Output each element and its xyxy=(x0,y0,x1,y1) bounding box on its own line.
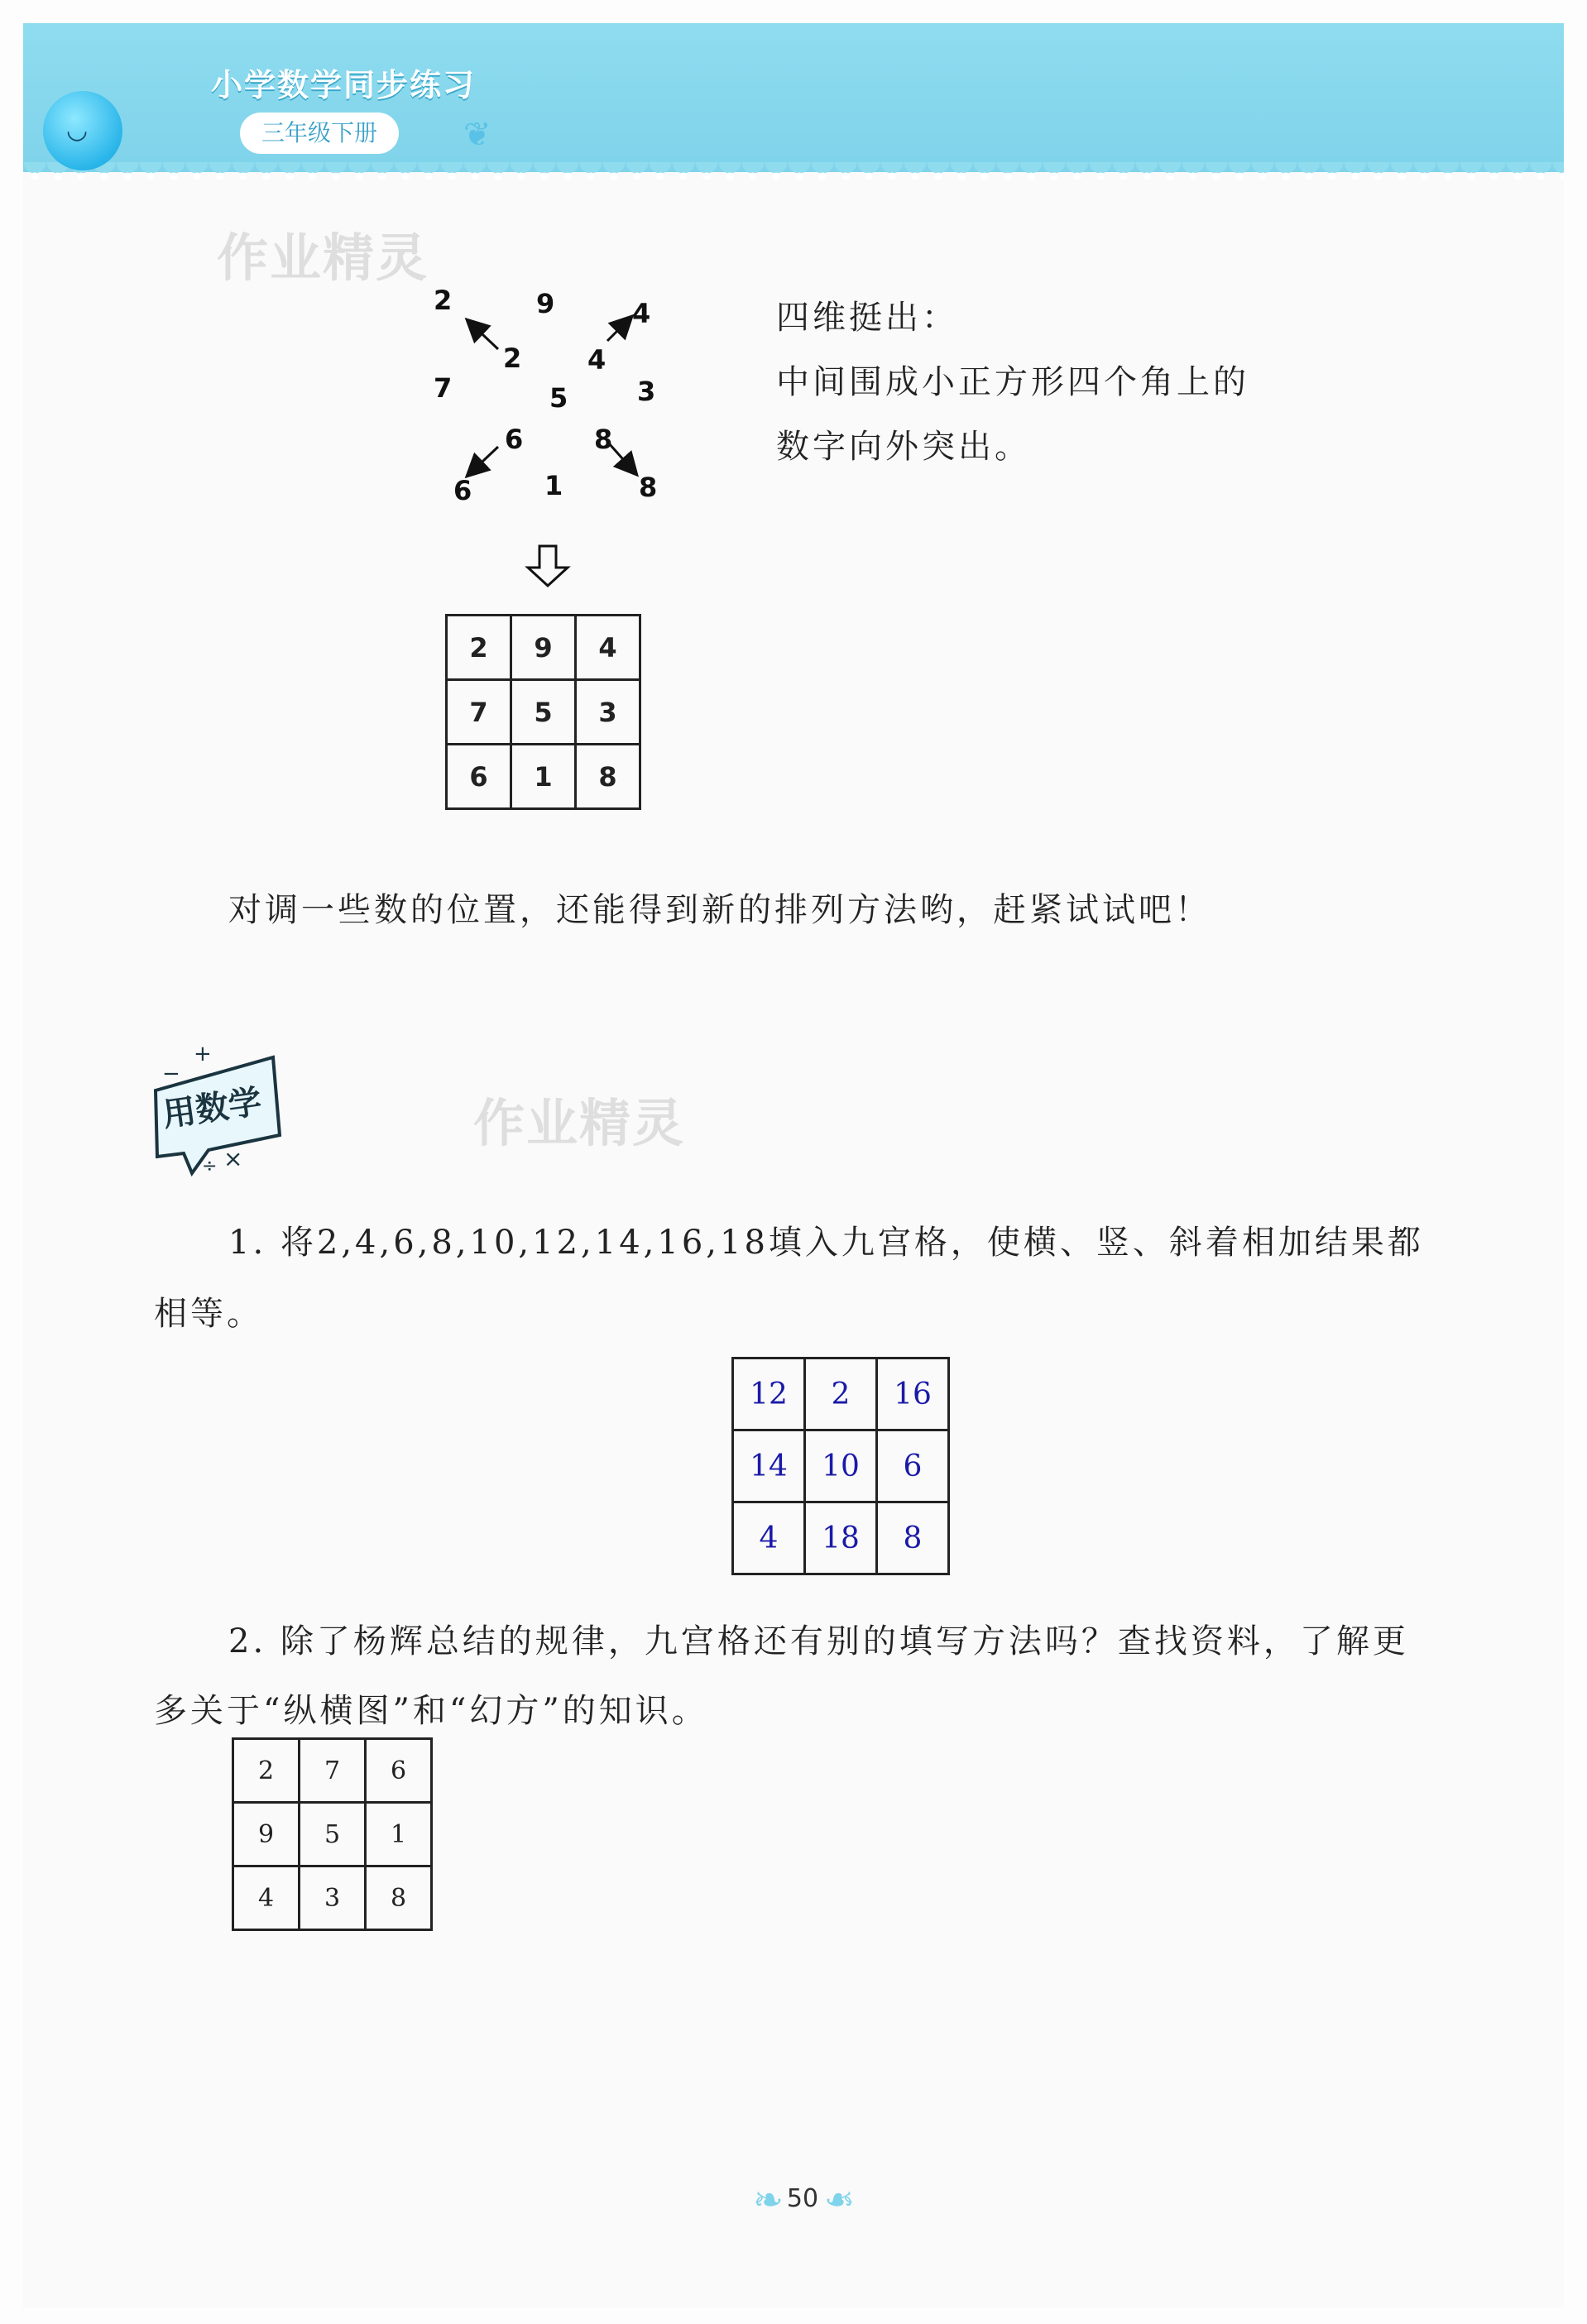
answer-cell: 10 xyxy=(805,1430,877,1502)
diagram-number: 4 xyxy=(632,298,651,329)
answer-cell: 12 xyxy=(733,1358,805,1430)
grid-cell: 3 xyxy=(576,680,640,745)
arrow-bottom-right xyxy=(609,443,635,473)
grid-cell: 4 xyxy=(576,616,640,680)
times-icon: × xyxy=(223,1145,243,1172)
answer-cell: 5 xyxy=(300,1803,366,1866)
arrow-top-right xyxy=(607,318,630,341)
book-title: 小学数学同步练习 xyxy=(211,67,477,103)
grid-cell: 6 xyxy=(447,745,511,809)
answer-cell: 2 xyxy=(233,1739,300,1803)
grid-cell: 8 xyxy=(576,745,640,809)
answer-cell: 9 xyxy=(233,1803,300,1866)
divide-icon: ÷ xyxy=(202,1156,218,1176)
answer-cell: 8 xyxy=(366,1866,432,1930)
answer-cell: 4 xyxy=(733,1502,805,1574)
diagram-number: 5 xyxy=(549,382,568,414)
minus-icon: − xyxy=(162,1061,180,1086)
answer-cell: 1 xyxy=(366,1803,432,1866)
watermark: 作业精灵 xyxy=(473,1093,686,1153)
diagram-number: 6 xyxy=(453,475,472,506)
explain-line-2: 数字向外突出。 xyxy=(776,428,1031,466)
page-number: 50 xyxy=(786,2184,819,2213)
grid-cell: 2 xyxy=(447,616,511,680)
answer-cell: 18 xyxy=(805,1502,877,1574)
answer-cell: 8 xyxy=(877,1502,949,1574)
question-1-answer-grid xyxy=(731,1357,950,1575)
arrow-top-left xyxy=(468,321,498,349)
diagram-number: 2 xyxy=(434,285,453,316)
question-2-answer-grid xyxy=(232,1737,433,1931)
grid-cell: 1 xyxy=(511,745,576,809)
butterfly-icon: ❦ xyxy=(463,116,491,154)
answer-cell: 16 xyxy=(877,1358,949,1430)
answer-cell: 14 xyxy=(733,1430,805,1502)
explain-title: 四维挺出： xyxy=(776,299,958,337)
question-1-line-2: 相等。 xyxy=(154,1295,263,1333)
grid-cell: 9 xyxy=(511,616,576,680)
explain-line-1: 中间围成小正方形四个角上的 xyxy=(776,363,1249,401)
diagram-number: 3 xyxy=(637,376,656,407)
leaf-right-icon: ❧ xyxy=(824,2179,855,2221)
answer-cell: 3 xyxy=(300,1866,366,1930)
answer-cell: 7 xyxy=(300,1739,366,1803)
answer-cell: 2 xyxy=(805,1358,877,1430)
diagram-number: 4 xyxy=(587,344,607,376)
diagram-number: 7 xyxy=(434,372,453,404)
watermark: 作业精灵 xyxy=(217,228,429,288)
down-arrow-icon xyxy=(528,546,568,586)
magic-square-result xyxy=(445,614,641,810)
grade-badge: 三年级下册 xyxy=(240,113,399,154)
question-1-line-1: 1. 将2,4,6,8,10,12,14,16,18填入九宫格，使横、竖、斜着相加结果都 xyxy=(228,1224,1424,1262)
question-2-line-1: 2. 除了杨辉总结的规律，九宫格还有别的填写方法吗？查找资料，了解更 xyxy=(228,1622,1409,1660)
diagram-number: 6 xyxy=(505,424,524,455)
question-2-line-2: 多关于“纵横图”和“幻方”的知识。 xyxy=(154,1692,708,1730)
hint-text: 对调一些数的位置，还能得到新的排列方法哟，赶紧试试吧！ xyxy=(228,891,1211,929)
grid-cell: 5 xyxy=(511,680,576,745)
answer-cell: 6 xyxy=(366,1739,432,1803)
answer-cell: 6 xyxy=(877,1430,949,1502)
mascot-face-icon: ◡ xyxy=(66,116,89,145)
answer-cell: 4 xyxy=(233,1866,300,1930)
diagram-number: 1 xyxy=(544,470,563,501)
diagram-number: 8 xyxy=(639,472,658,503)
diagram-number: 9 xyxy=(536,288,555,319)
arrow-bottom-left xyxy=(468,447,498,475)
leaf-left-icon: ❧ xyxy=(753,2179,784,2221)
diagram-number: 2 xyxy=(503,343,522,374)
diagram-number: 8 xyxy=(594,424,613,455)
plus-icon: + xyxy=(194,1042,212,1066)
section-label: 用数学 xyxy=(160,1082,265,1135)
grid-cell: 7 xyxy=(447,680,511,745)
